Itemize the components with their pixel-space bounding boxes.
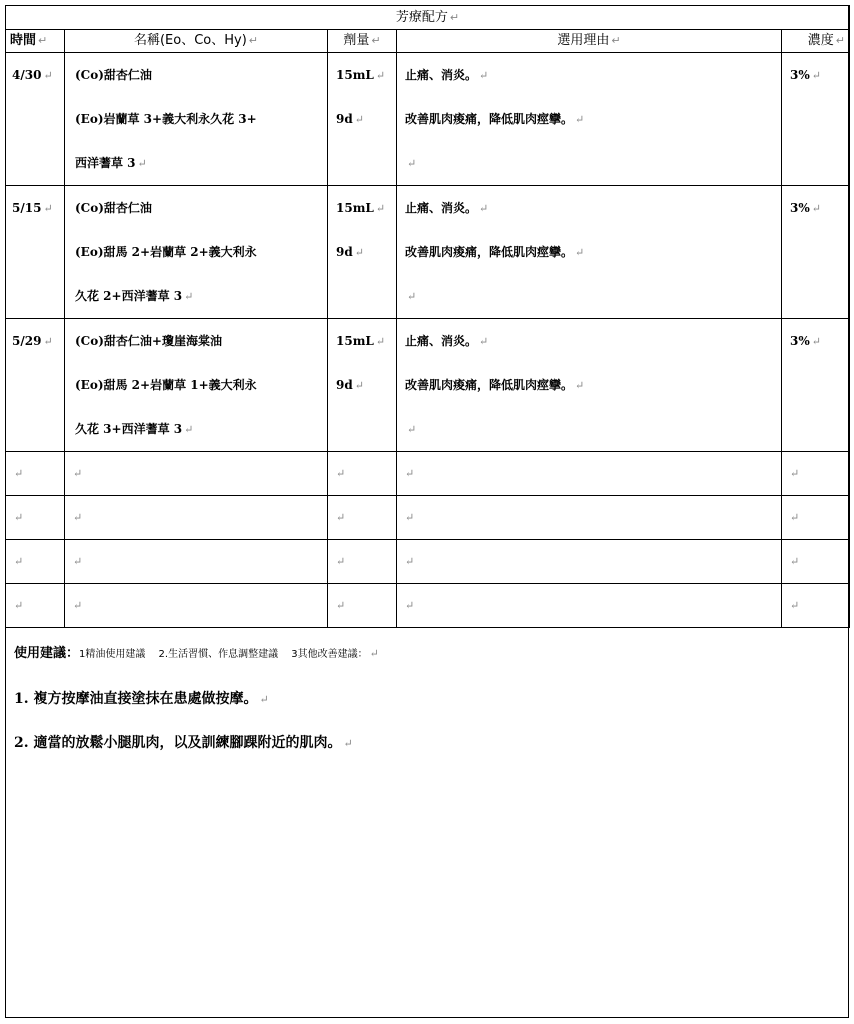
advice-item: 2. 適當的放鬆小腿肌肉，以及訓練腳踝附近的肌肉。 ↵ — [14, 735, 353, 751]
cell-dose: 15mL ↵ 9d ↵ — [328, 53, 397, 186]
advice-item: 1. 複方按摩油直接塗抹在患處做按摩。 ↵ — [14, 691, 269, 707]
cell-concentration: 3% ↵ — [782, 53, 850, 186]
header-date: 時間 ↵ — [6, 30, 65, 53]
header-reason: 選用理由 ↵ — [397, 30, 782, 53]
empty-cell: ↵ — [65, 452, 328, 496]
empty-cell: ↵ — [782, 584, 850, 628]
advice-heading: 使用建議：1精油使用建議 2.生活習慣、作息調整建議 3其他改善建議： ↵ — [14, 646, 379, 661]
cell-dose: 15mL ↵ 9d ↵ — [328, 186, 397, 319]
table-header-row — [6, 30, 850, 53]
empty-cell: ↵ — [397, 584, 782, 628]
header-name: 名稱(Eo、Co、Hy) ↵ — [65, 30, 328, 53]
empty-cell: ↵ — [397, 496, 782, 540]
cell-reason: 止痛、消炎。 ↵ 改善肌肉痠痛，降低肌肉痙攣。 ↵ ↵ — [397, 53, 782, 186]
empty-cell: ↵ — [6, 452, 65, 496]
empty-cell: ↵ — [328, 584, 397, 628]
cell-name: (Co)甜杏仁油 (Eo)岩蘭草 3+義大利永久花 3+ 西洋蓍草 3 ↵ — [65, 53, 328, 186]
empty-cell: ↵ — [6, 540, 65, 584]
empty-table-row — [6, 584, 850, 628]
header-dose: 劑量 ↵ — [328, 30, 397, 53]
cell-reason: 止痛、消炎。 ↵ 改善肌肉痠痛，降低肌肉痙攣。 ↵ ↵ — [397, 319, 782, 452]
empty-cell: ↵ — [328, 496, 397, 540]
empty-table-row — [6, 452, 850, 496]
cell-date: 4/30 ↵ — [6, 53, 65, 186]
empty-cell: ↵ — [65, 496, 328, 540]
cell-concentration: 3% ↵ — [782, 186, 850, 319]
empty-cell: ↵ — [6, 584, 65, 628]
cell-concentration: 3% ↵ — [782, 319, 850, 452]
table-title: 芳療配方 ↵ — [6, 6, 850, 30]
table-row — [6, 186, 850, 319]
usage-advice-section — [6, 631, 854, 765]
empty-table-row — [6, 496, 850, 540]
table-row — [6, 53, 850, 186]
document-page — [5, 5, 849, 1018]
empty-cell: ↵ — [782, 540, 850, 584]
empty-cell: ↵ — [782, 496, 850, 540]
empty-cell: ↵ — [328, 540, 397, 584]
cell-reason: 止痛、消炎。 ↵ 改善肌肉痠痛，降低肌肉痙攣。 ↵ ↵ — [397, 186, 782, 319]
empty-cell: ↵ — [397, 452, 782, 496]
cell-dose: 15mL ↵ 9d ↵ — [328, 319, 397, 452]
empty-cell: ↵ — [397, 540, 782, 584]
formula-table — [5, 5, 850, 628]
empty-cell: ↵ — [65, 540, 328, 584]
empty-cell: ↵ — [782, 452, 850, 496]
header-concentration: 濃度 ↵ — [782, 30, 850, 53]
empty-cell: ↵ — [65, 584, 328, 628]
cell-date: 5/15 ↵ — [6, 186, 65, 319]
table-title-row — [6, 6, 850, 30]
empty-cell: ↵ — [6, 496, 65, 540]
cell-name: (Co)甜杏仁油+瓊崖海棠油 (Eo)甜馬 2+岩蘭草 1+義大利永 久花 3+西洋蓍草 3 ↵ — [65, 319, 328, 452]
advice-options: 1精油使用建議 2.生活習慣、作息調整建議 3其他改善建議： — [79, 649, 368, 660]
empty-cell: ↵ — [328, 452, 397, 496]
empty-table-row — [6, 540, 850, 584]
cell-name: (Co)甜杏仁油 (Eo)甜馬 2+岩蘭草 2+義大利永 久花 2+西洋蓍草 3 ↵ — [65, 186, 328, 319]
table-row — [6, 319, 850, 452]
cell-date: 5/29 ↵ — [6, 319, 65, 452]
